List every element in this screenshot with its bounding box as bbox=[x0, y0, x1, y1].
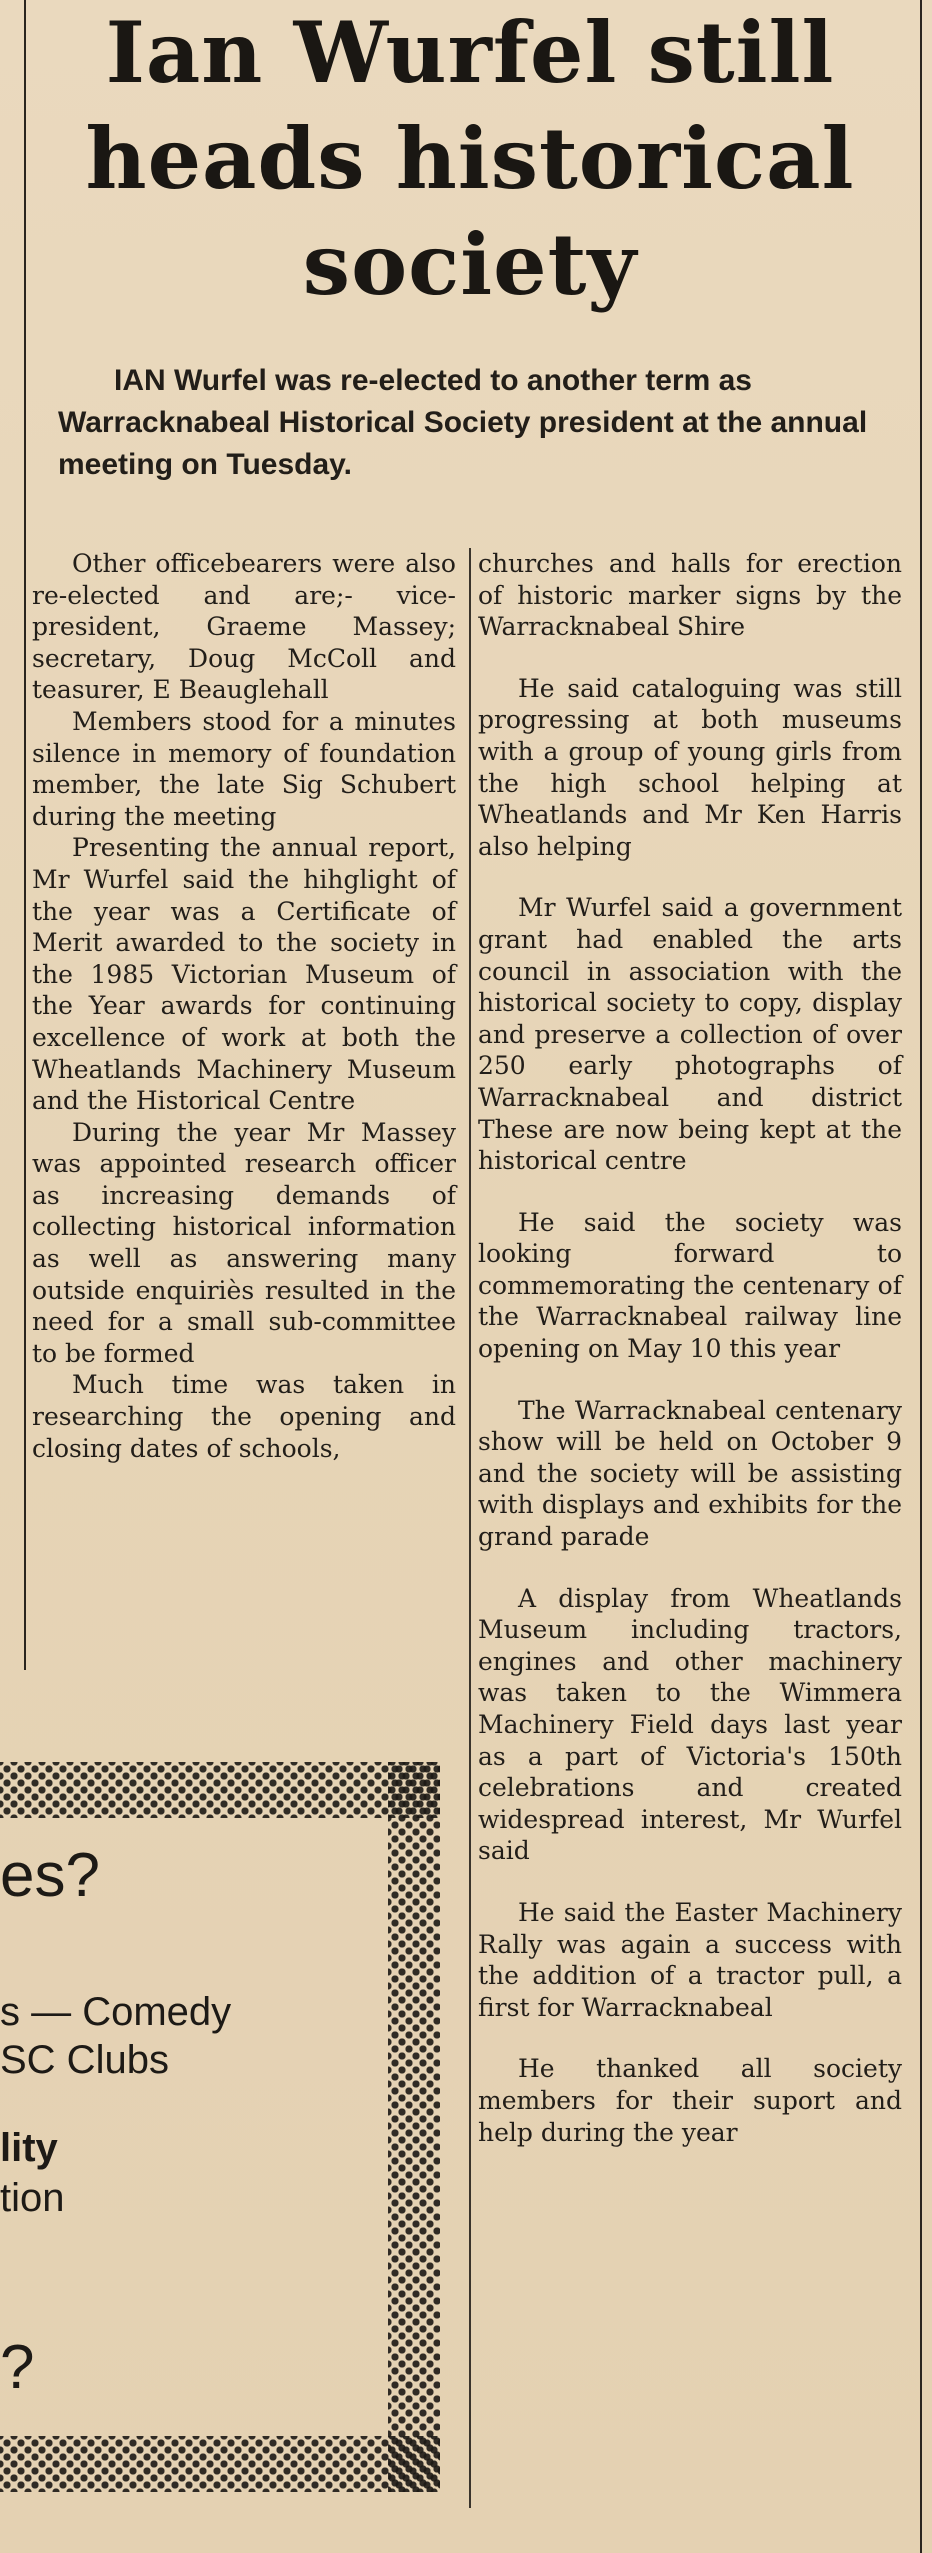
paragraph: Presenting the annual report, Mr Wurfel said the hihglight of the year was a Certificate of Merit awarded to the society in the 1985 Victorian Museum of the Year awards for continuing excellence of work at both the Wheatlands Machinery Museum and the Historical Centre bbox=[32, 833, 456, 1116]
right-column-rule bbox=[920, 0, 922, 2553]
paragraph: During the year Mr Massey was appointed research officer as increasing demands of collecting historical information as well as answering many outside enquiriès resulted in the need for a small sub-committee to be formed bbox=[32, 1117, 456, 1368]
ad-question-1: es? bbox=[0, 1841, 100, 1910]
paragraph: Other officebearers were also re-elected and are;- vice-president, Graeme Massey; secretary, Doug McColl and teasurer, E Beauglehall bbox=[32, 549, 456, 705]
paragraph: He said the society was looking forward to commemorating the centenary of the Warracknabeal railway line opening on May 10 this year bbox=[478, 1207, 902, 1364]
ad-dotted-border-right bbox=[388, 1762, 440, 2492]
article-headline bbox=[30, 0, 910, 318]
paragraph: Mr Wurfel said a government grant had enabled the arts council in association with the historical society to copy, display and preserve a collection of over 250 early photographs of Warracknabeal and district These are now being kept at the historical centre bbox=[478, 893, 902, 1176]
left-column-rule bbox=[24, 0, 26, 1670]
ad-question-2: ? bbox=[0, 2333, 35, 2402]
ad-line-1: s — Comedy bbox=[0, 1990, 232, 2034]
paragraph: A display from Wheatlands Museum including tractors, engines and other machinery was taken to the Wimmera Machinery Field days last year as a part of Victoria's 150th celebrations and created widespread interest, Mr Wurfel said bbox=[478, 1583, 902, 1866]
paragraph: The Warracknabeal centenary show will be held on October 9 and the society will be assisting with displays and exhibits for the grand parade bbox=[478, 1395, 902, 1552]
paragraph: He said cataloguing was still progressing at both museums with a group of young girls from the high school helping at Wheatlands and Mr Ken Harris also helping bbox=[478, 673, 902, 861]
paragraph-continued: churches and halls for erection of historic marker signs by the Warracknabeal Shire bbox=[478, 549, 902, 642]
ad-line-3: lity bbox=[0, 2126, 58, 2170]
article-column-2 bbox=[478, 548, 902, 2148]
headline-line-1: Ian Wurfel still bbox=[105, 3, 835, 102]
paragraph: He said the Easter Machinery Rally was again a success with the addition of a tractor pull, a first for Warracknabeal bbox=[478, 1897, 902, 2022]
article-lead: IAN Wurfel was re-elected to another term as Warracknabeal Historical Society president at the annual meeting on Tuesday. bbox=[58, 364, 868, 481]
paragraph: Much time was taken in researching the opening and closing dates of schools, bbox=[32, 1370, 456, 1463]
headline-line-3: society bbox=[302, 215, 638, 314]
paragraph: He thanked all society members for their suport and help during the year bbox=[478, 2054, 902, 2147]
paragraph: Members stood for a minutes silence in memory of foundation member, the late Sig Schubert during the meeting bbox=[32, 706, 456, 831]
article-column-1 bbox=[32, 548, 456, 1464]
ad-line-4: tion bbox=[0, 2176, 65, 2220]
ad-dotted-border-bottom bbox=[0, 2436, 440, 2492]
advertisement-fragment bbox=[0, 1762, 440, 2492]
ad-dotted-border-top bbox=[0, 1762, 440, 1818]
headline-line-2: heads historical bbox=[85, 109, 855, 208]
ad-line-2: SC Clubs bbox=[0, 2038, 169, 2082]
column-divider bbox=[469, 548, 471, 2508]
